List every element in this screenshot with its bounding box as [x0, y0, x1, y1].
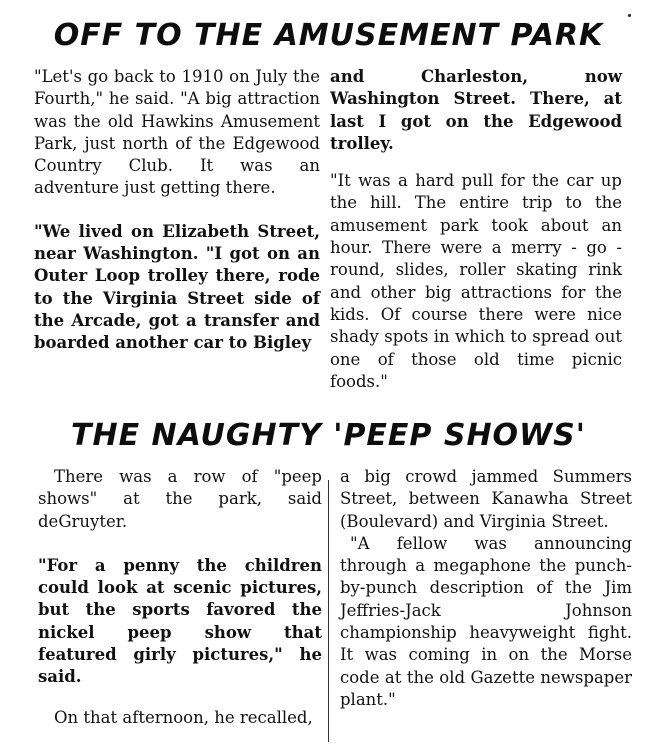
section2-column-left: [38, 466, 322, 729]
section2-column-right: [340, 466, 632, 711]
section1-column-right: [330, 66, 622, 393]
paragraph: a big crowd jammed Summers Street, between Kanawha Street (Boulevard) and Virginia Street.: [340, 467, 632, 531]
print-speck: [628, 14, 631, 17]
paragraph: "For a penny the children could look at scenic pictures, but the sports favored the nickel peep show that featured girly pictures," he said.: [38, 555, 322, 687]
column-rule: [328, 480, 329, 742]
paragraph: "A fellow was announcing through a megaphone the punch-by-punch description of the Jim Jeffries-Jack Johnson championship heavyweight fight. It was coming in on the Morse code at the old Gazette newspaper plant.": [340, 533, 632, 709]
headline-amusement-park: OFF TO THE AMUSEMENT PARK: [53, 18, 604, 53]
headline-peep-shows: THE NAUGHTY 'PEEP SHOWS': [71, 418, 586, 453]
paragraph: "We lived on Elizabeth Street, near Washington. "I got on an Outer Loop trolley there, rode to the Virginia Street side of the Arcade, got a transfer and boarded another car to Bigley: [34, 221, 320, 353]
paragraph: On that afternoon, he recalled,: [54, 707, 313, 727]
paragraph: There was a row of "peep shows" at the park, said deGruyter.: [38, 467, 322, 531]
paragraph: "It was a hard pull for the car up the hill. The entire trip to the amusement park took about an hour. There were a merry - go - round, slides, roller skating rink and other big attractions for the kids. Of course there were nice shady spots in which to spread out one of those old time picnic foods.": [330, 171, 622, 391]
paragraph: and Charleston, now Washington Street. There, at last I got on the Edgewood trolley.: [330, 67, 622, 153]
paragraph: "Let's go back to 1910 on July the Fourth," he said. "A big attraction was the old Hawkins Amusement Park, just north of the Edgewood Country Club. It was an adventure just getting there.: [34, 67, 320, 198]
section1-column-left: [34, 66, 320, 355]
